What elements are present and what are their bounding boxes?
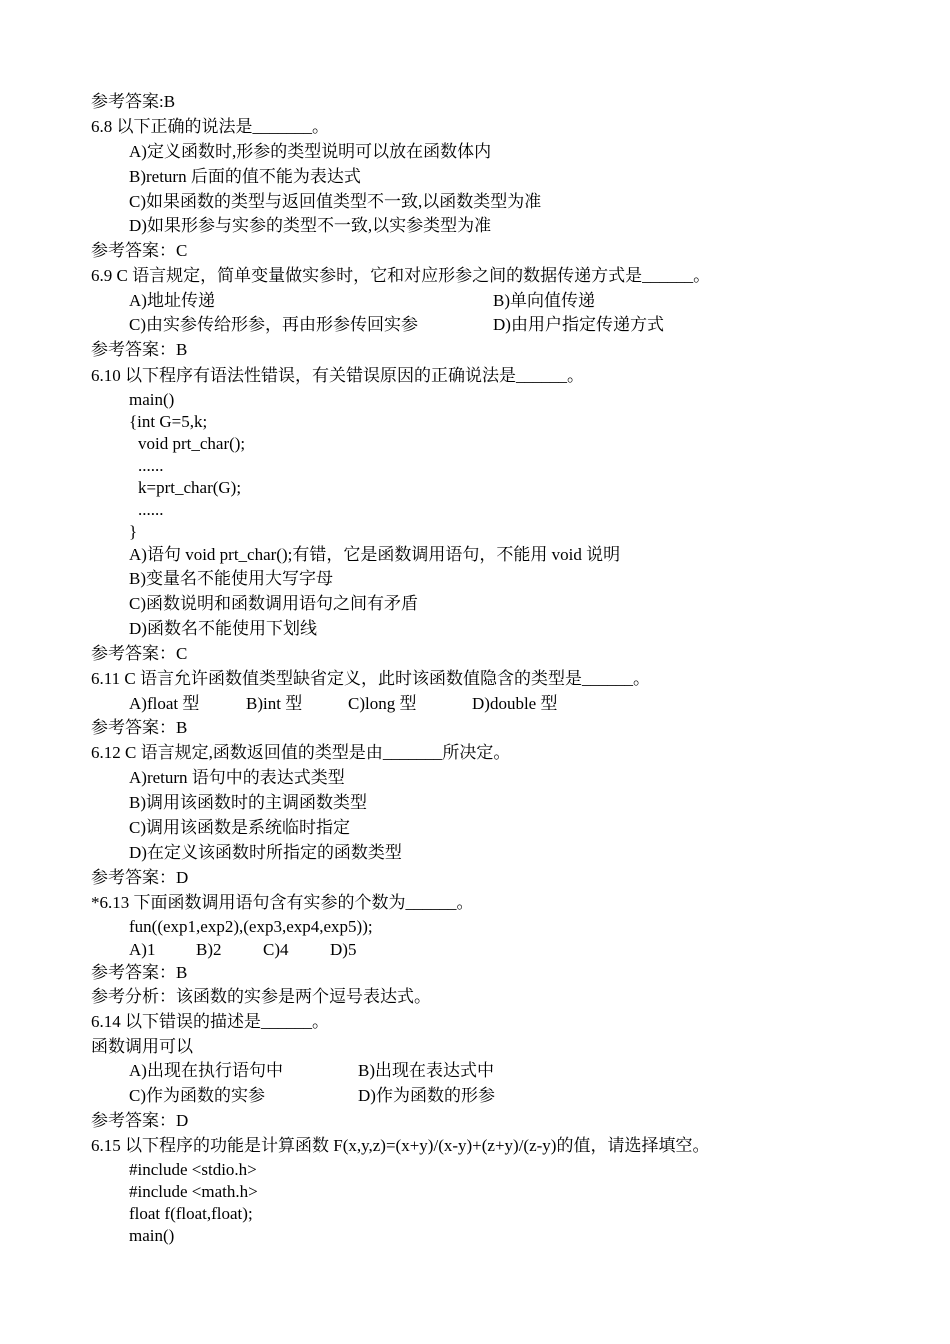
code-line: #include <math.h>: [129, 1182, 258, 1201]
option-6-10-d: D)函数名不能使用下划线: [129, 619, 317, 638]
question-6-14: 6.14 以下错误的描述是______。: [91, 1012, 329, 1031]
option-6-14-d: D)作为函数的形参: [358, 1086, 495, 1105]
analysis-6-13: 参考分析：该函数的实参是两个逗号表达式。: [91, 987, 431, 1006]
question-6-9: 6.9 C 语言规定，简单变量做实参时，它和对应形参之间的数据传递方式是______。: [91, 266, 711, 285]
question-6-11: 6.11 C 语言允许函数值类型缺省定义，此时该函数值隐含的类型是______。: [91, 669, 650, 688]
answer-6-10: 参考答案：C: [91, 644, 188, 663]
option-6-11-b: B)int 型: [246, 694, 303, 713]
code-line: ......: [138, 500, 164, 519]
code-line: float f(float,float);: [129, 1204, 253, 1223]
option-6-11-d: D)double 型: [472, 694, 558, 713]
question-6-12: 6.12 C 语言规定,函数返回值的类型是由_______所决定。: [91, 743, 511, 762]
option-6-14-a: A)出现在执行语句中: [129, 1061, 283, 1080]
answer-6-14: 参考答案：D: [91, 1111, 189, 1130]
option-6-8-a: A)定义函数时,形参的类型说明可以放在函数体内: [129, 142, 492, 161]
option-6-9-b: B)单向值传递: [493, 291, 595, 310]
answer-6-12: 参考答案：D: [91, 868, 189, 887]
option-6-10-c: C)函数说明和函数调用语句之间有矛盾: [129, 594, 418, 613]
option-6-12-a: A)return 语句中的表达式类型: [129, 768, 345, 787]
question-6-14-stem: 函数调用可以: [91, 1037, 193, 1056]
option-6-8-b: B)return 后面的值不能为表达式: [129, 167, 361, 186]
answer-6-7: 参考答案:B: [91, 92, 176, 111]
question-6-8: 6.8 以下正确的说法是_______。: [91, 117, 329, 136]
code-line: fun((exp1,exp2),(exp3,exp4,exp5));: [129, 917, 373, 936]
option-6-9-d: D)由用户指定传递方式: [493, 315, 664, 334]
option-6-13-d: D)5: [330, 940, 357, 959]
option-6-13-a: A)1: [129, 940, 156, 959]
code-line: main(): [129, 390, 175, 409]
code-line: {int G=5,k;: [129, 412, 208, 431]
answer-6-9: 参考答案：B: [91, 340, 188, 359]
code-line: ......: [138, 456, 164, 475]
question-6-10: 6.10 以下程序有语法性错误，有关错误原因的正确说法是______。: [91, 366, 584, 385]
code-line: main(): [129, 1226, 175, 1245]
code-line: k=prt_char(G);: [138, 478, 242, 497]
option-6-12-c: C)调用该函数是系统临时指定: [129, 818, 350, 837]
option-6-9-c: C)由实参传给形参，再由形参传回实参: [129, 315, 418, 334]
option-6-12-d: D)在定义该函数时所指定的函数类型: [129, 843, 402, 862]
option-6-11-c: C)long 型: [348, 694, 417, 713]
option-6-14-c: C)作为函数的实参: [129, 1086, 265, 1105]
code-line: void prt_char();: [138, 434, 246, 453]
option-6-8-c: C)如果函数的类型与返回值类型不一致,以函数类型为准: [129, 192, 542, 211]
option-6-8-d: D)如果形参与实参的类型不一致,以实参类型为准: [129, 216, 492, 235]
option-6-9-a: A)地址传递: [129, 291, 215, 310]
option-6-12-b: B)调用该函数时的主调函数类型: [129, 793, 367, 812]
answer-6-13: 参考答案：B: [91, 963, 188, 982]
question-6-13: *6.13 下面函数调用语句含有实参的个数为______。: [91, 893, 474, 912]
option-6-10-b: B)变量名不能使用大写字母: [129, 569, 333, 588]
code-line: #include <stdio.h>: [129, 1160, 257, 1179]
option-6-11-a: A)float 型: [129, 694, 200, 713]
answer-6-11: 参考答案：B: [91, 718, 188, 737]
answer-6-8: 参考答案：C: [91, 241, 188, 260]
code-line: }: [129, 522, 138, 541]
option-6-13-b: B)2: [196, 940, 222, 959]
question-6-15: 6.15 以下程序的功能是计算函数 F(x,y,z)=(x+y)/(x-y)+(z+y)/(z-y)的值，请选择填空。: [91, 1136, 710, 1155]
option-6-10-a: A)语句 void prt_char();有错，它是函数调用语句，不能用 void 说明: [129, 545, 621, 564]
option-6-14-b: B)出现在表达式中: [358, 1061, 494, 1080]
option-6-13-c: C)4: [263, 940, 289, 959]
